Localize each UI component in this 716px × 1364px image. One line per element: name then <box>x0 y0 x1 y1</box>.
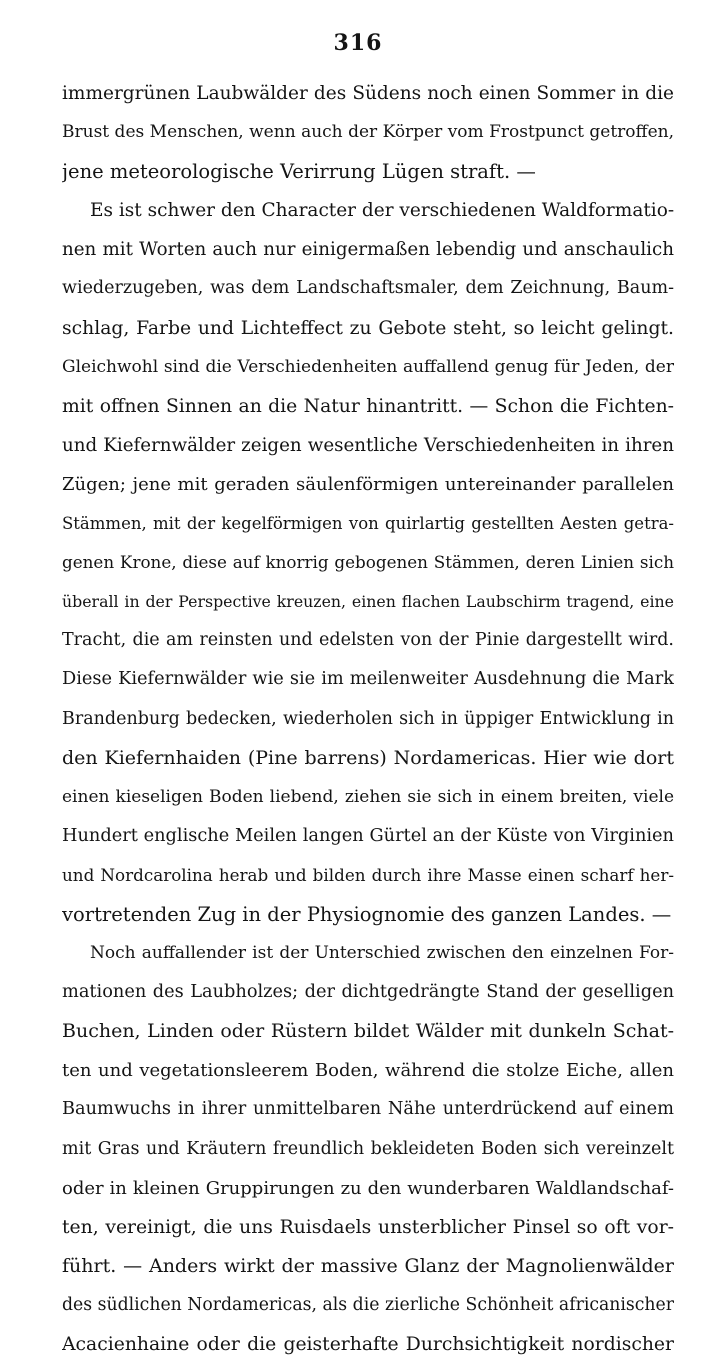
text-line: Diese Kiefernwälder wie sie im meilenweiter Ausdehnung die Mark <box>62 669 674 690</box>
text-line: Gleichwohl sind die Verschiedenheiten auffallend genug für Jeden, der <box>62 356 674 377</box>
text-line: Brandenburg bedecken, wiederholen sich in üppiger Entwicklung in <box>62 708 674 729</box>
text-line: des südlichen Nordamericas, als die zierliche Schönheit africanischer <box>62 1294 674 1315</box>
text-line: Acacienhaine oder die geisterhafte Durchsichtigkeit nordischer <box>62 1334 674 1355</box>
text-line: nen mit Worten auch nur einigermaßen lebendig und anschaulich <box>62 239 674 261</box>
text-line: mit Gras und Kräutern freundlich bekleideten Boden sich vereinzelt <box>62 1138 674 1159</box>
body-text <box>62 74 674 1364</box>
text-line: Baumwuchs in ihrer unmittelbaren Nähe unterdrückend auf einem <box>62 1099 674 1120</box>
text-line: Es ist schwer den Character der verschiedenen Waldformatio- <box>90 200 674 222</box>
text-line: jene meteorologische Verirrung Lügen straft. — <box>62 160 536 184</box>
text-line: Zügen; jene mit geraden säulenförmigen untereinander parallelen <box>62 473 674 495</box>
text-line: genen Krone, diese auf knorrig gebogenen Stämmen, deren Linien sich <box>62 552 674 573</box>
text-line: den Kiefernhaiden (Pine barrens) Nordamericas. Hier wie dort <box>62 746 674 769</box>
text-line: immergrünen Laubwälder des Südens noch einen Sommer in die <box>62 83 674 104</box>
page-number: 316 <box>333 30 383 56</box>
text-line: ten, vereinigt, die uns Ruisdaels unsterblicher Pinsel so oft vor- <box>62 1216 674 1238</box>
text-line: Stämmen, mit der kegelförmigen von quirlartig gestellten Aesten getra- <box>62 514 674 534</box>
text-line: führt. — Anders wirkt der massive Glanz der Magnolienwälder <box>62 1254 674 1277</box>
text-line: Tracht, die am reinsten und edelsten von der Pinie dargestellt wird. <box>62 630 674 651</box>
text-line: einen kieseligen Boden liebend, ziehen sie sich in einem breiten, viele <box>62 786 674 807</box>
text-line: vortretenden Zug in der Physiognomie des ganzen Landes. — <box>62 902 672 926</box>
text-line: Hundert englische Meilen langen Gürtel an der Küste von Virginien <box>62 825 674 846</box>
text-line: und Nordcarolina herab und bilden durch ihre Masse einen scharf her- <box>62 864 674 885</box>
text-line: Buchen, Linden oder Rüstern bildet Wälder mit dunkeln Schat- <box>62 1020 674 1043</box>
text-line: und Kiefernwälder zeigen wesentliche Verschiedenheiten in ihren <box>62 434 674 456</box>
text-line: mationen des Laubholzes; der dichtgedrängte Stand der geselligen <box>62 982 674 1003</box>
text-line: überall in der Perspective kreuzen, einen flachen Laubschirm tragend, eine <box>62 592 674 612</box>
text-line: oder in kleinen Gruppirungen zu den wunderbaren Waldlandschaf- <box>62 1177 674 1199</box>
text-line: wiederzugeben, was dem Landschaftsmaler, dem Zeichnung, Baum- <box>62 278 674 299</box>
text-line: Brust des Menschen, wenn auch der Körper vom Frostpunct getroffen, <box>62 122 674 143</box>
text-line: schlag, Farbe und Lichteffect zu Gebote steht, so leicht gelingt. <box>62 317 674 339</box>
text-line: Noch auffallender ist der Unterschied zwischen den einzelnen For- <box>90 943 674 964</box>
text-line: ten und vegetationsleerem Boden, während die stolze Eiche, allen <box>62 1060 674 1082</box>
text-line: mit offnen Sinnen an die Natur hinantritt. — Schon die Fichten- <box>62 395 674 417</box>
